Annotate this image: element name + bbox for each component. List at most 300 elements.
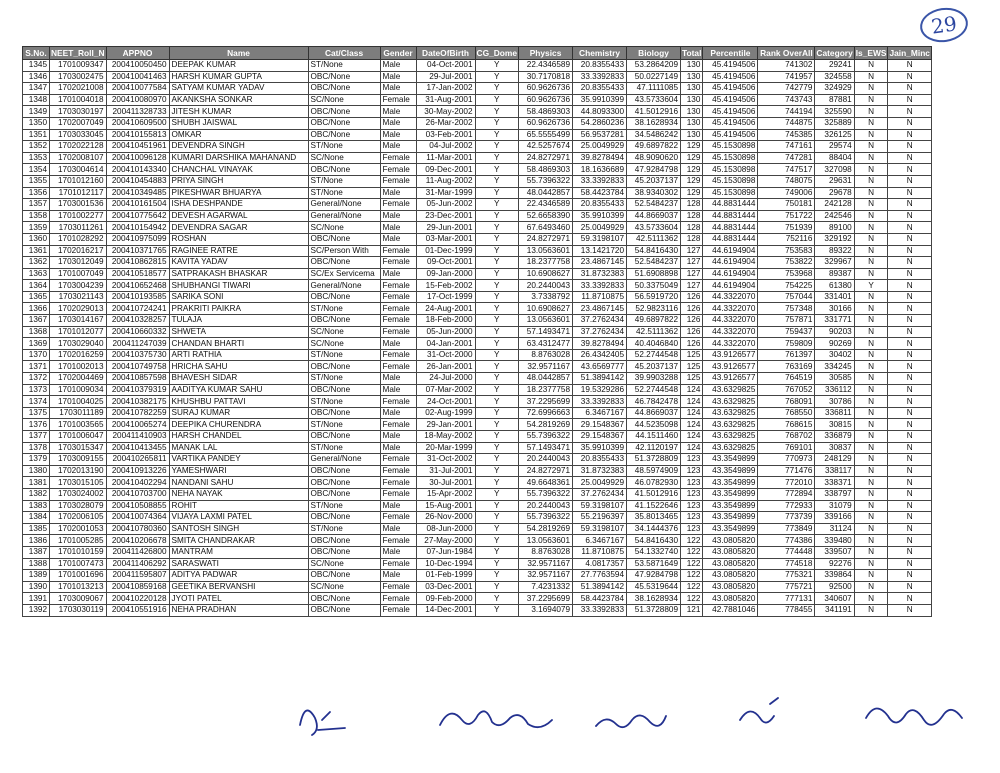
table-cell: 37.2762434 [573,488,627,500]
table-cell: N [888,233,932,245]
table-cell: 26-Jan-2001 [416,361,475,373]
table-cell: 1376 [23,419,50,431]
table-cell: N [854,419,888,431]
table-cell: 767052 [758,384,815,396]
table-cell: DEVENDRA SAGAR [169,222,308,234]
table-cell: 1703024002 [50,488,107,500]
table-cell: 03-Dec-2001 [416,581,475,593]
table-cell: 43.3549899 [703,454,758,466]
table-cell: 04-Oct-2001 [416,60,475,72]
table-cell: 58.4869303 [519,164,573,176]
table-cell: GEETIKA BERVANSHI [169,581,308,593]
table-cell: 41.5012916 [627,106,681,118]
table-cell: 42.5257674 [519,141,573,153]
table-cell: 17-Oct-1999 [416,291,475,303]
table-cell: BHAVESH SIDAR [169,373,308,385]
table-cell: 1378 [23,442,50,454]
table-cell: 338797 [815,488,854,500]
table-cell: 55.7396322 [519,431,573,443]
table-cell: 757044 [758,291,815,303]
table-cell: 11-Mar-2001 [416,152,475,164]
table-cell: 1364 [23,280,50,292]
table-cell: 1701012160 [50,175,107,187]
table-cell: N [888,117,932,129]
table-cell: 30402 [815,349,854,361]
table-cell: N [888,361,932,373]
table-cell: N [854,141,888,153]
table-cell: 1369 [23,338,50,350]
table-cell: 37.2295699 [519,396,573,408]
table-cell: N [888,280,932,292]
table-cell: 51.6908898 [627,268,681,280]
table-row [23,593,932,605]
table-cell: N [888,257,932,269]
table-cell: 72.6996663 [519,407,573,419]
table-cell: OMKAR [169,129,308,141]
table-cell: Female [380,349,416,361]
table-cell: Y [475,500,519,512]
table-cell: OBC/None [308,604,380,616]
column-header: Category [816,48,853,58]
table-cell: SARASWATI [169,558,308,570]
table-cell: 122 [681,546,703,558]
table-cell: 45.4194506 [703,60,758,72]
table-cell: 1702008107 [50,152,107,164]
table-row [23,512,932,524]
table-cell: 49.6897822 [627,141,681,153]
table-row [23,384,932,396]
table-row [23,117,932,129]
table-cell: Female [380,477,416,489]
table-cell: SATPRAKASH BHASKAR [169,268,308,280]
table-cell: General/None [308,454,380,466]
table-cell: 15-Aug-2001 [416,500,475,512]
table-cell: 1367 [23,315,50,327]
table-cell: 52.2744548 [627,384,681,396]
table-cell: 1388 [23,558,50,570]
table-cell: 08-Jun-2000 [416,523,475,535]
table-cell: 11.8710875 [573,546,627,558]
table-cell: 20.2440043 [519,280,573,292]
table-cell: Female [380,315,416,327]
table-cell: Female [380,94,416,106]
table-cell: 1702004469 [50,373,107,385]
table-cell: N [854,326,888,338]
table-cell: 45.5319644 [627,581,681,593]
table-cell: Y [475,431,519,443]
table-cell: N [854,570,888,582]
table-cell: N [888,488,932,500]
table-cell: 126 [681,291,703,303]
table-cell: N [854,604,888,616]
table-cell: 51.3728809 [627,604,681,616]
table-cell: Male [380,222,416,234]
table-cell: 44.6194904 [703,268,758,280]
table-cell: 40.4046840 [627,338,681,350]
table-cell: 43.0805820 [703,558,758,570]
table-cell: 45.4194506 [703,71,758,83]
table-cell: 1701012117 [50,187,107,199]
table-cell: DEEPIKA CHURENDRA [169,419,308,431]
table-cell: 30-May-2002 [416,106,475,118]
table-cell: 1373 [23,384,50,396]
table-cell: 55.7396322 [519,488,573,500]
table-cell: 33.3392833 [573,71,627,83]
table-cell: N [888,593,932,605]
table-cell: 52.5484237 [627,257,681,269]
table-cell: 43.0805820 [703,593,758,605]
table-cell: N [854,431,888,443]
table-cell: 43.6329825 [703,384,758,396]
table-cell: 24-Oct-2001 [416,396,475,408]
table-cell: 778455 [758,604,815,616]
table-cell: N [854,512,888,524]
table-cell: OBC/None [308,593,380,605]
table-cell: 44.8093300 [573,106,627,118]
table-cell: 45.4194506 [703,94,758,106]
table-cell: 127 [681,268,703,280]
table-cell: 200410155813 [106,129,169,141]
table-cell: 745385 [758,129,815,141]
table-cell: N [854,465,888,477]
table-cell: 1371 [23,361,50,373]
table-cell: 23.4867145 [573,257,627,269]
table-cell: 11.8710875 [573,291,627,303]
table-cell: 27.7763594 [573,570,627,582]
table-cell: 1353 [23,152,50,164]
table-cell: N [888,326,932,338]
table-cell: 29241 [815,60,854,72]
table-cell: 1387 [23,546,50,558]
table-cell: 200410096128 [106,152,169,164]
table-cell: 1703030119 [50,604,107,616]
table-cell: 45.4194506 [703,129,758,141]
table-cell: ADITYA PADWAR [169,570,308,582]
table-cell: 49.6897822 [627,315,681,327]
table-cell: 43.0805820 [703,581,758,593]
table-cell: 1701009347 [50,60,107,72]
table-cell: 122 [681,581,703,593]
table-cell: 1381 [23,477,50,489]
table-cell: Y [475,523,519,535]
table-row [23,500,932,512]
table-cell: N [854,593,888,605]
table-cell: Y [475,465,519,477]
table-cell: Male [380,384,416,396]
table-row [23,245,932,257]
table-cell: 1366 [23,303,50,315]
table-cell: 38.1628934 [627,117,681,129]
table-cell: 54.8416430 [627,535,681,547]
table-cell: Y [475,558,519,570]
table-cell: 01-Dec-1999 [416,245,475,257]
table-cell: General/None [308,280,380,292]
table-cell: ROSHAN [169,233,308,245]
table-cell: 54.1332740 [627,546,681,558]
table-cell: N [854,303,888,315]
table-cell: 773739 [758,512,815,524]
table-cell: 1701009034 [50,384,107,396]
table-cell: 124 [681,396,703,408]
table-cell: 1372 [23,373,50,385]
table-cell: 29678 [815,187,854,199]
table-cell: 200410508855 [106,500,169,512]
table-cell: SC/Ex Servicema [308,268,380,280]
table-cell: 25.0049929 [573,477,627,489]
table-cell: 126 [681,326,703,338]
table-cell: 88404 [815,152,854,164]
table-cell: ST/None [308,141,380,153]
table-cell: 89322 [815,245,854,257]
table-cell: 45.2037137 [627,175,681,187]
table-cell: 126 [681,338,703,350]
table-cell: AADITYA KUMAR SAHU [169,384,308,396]
table-cell: 124 [681,442,703,454]
table-cell: 747281 [758,152,815,164]
table-cell: 1391 [23,593,50,605]
table-cell: ISHA DESHPANDE [169,199,308,211]
table-cell: SC/None [308,94,380,106]
table-cell: 24.8272971 [519,233,573,245]
table-cell: Y [475,512,519,524]
table-cell: N [854,338,888,350]
table-cell: 774518 [758,558,815,570]
merit-list-table [22,46,932,617]
table-cell: N [854,164,888,176]
table-cell: OBC/None [308,546,380,558]
table-cell: OBC/None [308,570,380,582]
table-cell: 1359 [23,222,50,234]
table-cell: 20.8355433 [573,60,627,72]
signature-5 [866,708,962,724]
table-cell: Y [475,222,519,234]
table-cell: 123 [681,465,703,477]
table-cell: 334245 [815,361,854,373]
table-cell: 20.2440043 [519,454,573,466]
table-cell: 123 [681,500,703,512]
table-cell: 744875 [758,117,815,129]
table-cell: 18-Feb-2000 [416,315,475,327]
table-cell: 30815 [815,419,854,431]
table-cell: 1382 [23,488,50,500]
table-cell: Y [475,419,519,431]
table-cell: OBC/None [308,384,380,396]
table-cell: N [888,477,932,489]
table-row [23,361,932,373]
table-cell: 92276 [815,558,854,570]
table-cell: 338371 [815,477,854,489]
table-cell: 768702 [758,431,815,443]
table-cell: N [854,83,888,95]
table-cell: N [888,546,932,558]
table-cell: N [854,175,888,187]
table-cell: 200410703700 [106,488,169,500]
table-cell: Female [380,488,416,500]
table-cell: Y [475,164,519,176]
table-cell: KAVITA YADAV [169,257,308,269]
table-cell: 09-Dec-2001 [416,164,475,176]
column-header: DateOfBirth [416,47,475,60]
table-cell: 200410413455 [106,442,169,454]
table-cell: 33.3392833 [573,175,627,187]
table-cell: N [888,268,932,280]
table-cell: 3.1694079 [519,604,573,616]
table-cell: 31-Mar-1999 [416,187,475,199]
table-cell: N [854,558,888,570]
table-cell: 18.1636689 [573,164,627,176]
table-cell: 09-Feb-2000 [416,593,475,605]
column-header: Total [682,48,702,58]
table-row [23,257,932,269]
table-cell: 42.1120197 [627,442,681,454]
table-cell: 07-Mar-2002 [416,384,475,396]
table-cell: 248129 [815,454,854,466]
table-cell: 1346 [23,71,50,83]
table-cell: TULAJA [169,315,308,327]
table-cell: 6.3467167 [573,407,627,419]
table-cell: 15-Feb-2002 [416,280,475,292]
table-cell: VARTIKA PANDEY [169,454,308,466]
table-cell: 1702016217 [50,245,107,257]
table-cell: Y [475,210,519,222]
table-cell: 13.0563601 [519,535,573,547]
table-cell: N [888,604,932,616]
table-cell: 33.3392833 [573,396,627,408]
table-row [23,338,932,350]
table-cell: 51.3728809 [627,454,681,466]
table-cell: 38.1628934 [627,593,681,605]
table-row [23,164,932,176]
table-cell: 32.9571167 [519,570,573,582]
table-cell: 200410328257 [106,315,169,327]
table-row [23,129,932,141]
table-cell: SC/None [308,222,380,234]
table-cell: Female [380,396,416,408]
table-cell: 55.2196397 [573,512,627,524]
table-cell: 8.8763028 [519,546,573,558]
table-row [23,535,932,547]
table-cell: N [854,546,888,558]
table-cell: N [888,338,932,350]
table-cell: Male [380,570,416,582]
table-cell: 200410609500 [106,117,169,129]
table-cell: 1702029013 [50,303,107,315]
table-cell: 200410975099 [106,233,169,245]
table-cell: 1703004614 [50,164,107,176]
table-cell: Female [380,245,416,257]
table-cell: 1701013213 [50,581,107,593]
table-cell: VIJAYA LAXMI PATEL [169,512,308,524]
table-cell: 3.7338792 [519,291,573,303]
table-row [23,175,932,187]
table-cell: Y [475,60,519,72]
table-cell: 42.5111362 [627,326,681,338]
table-cell: RAGINEE RATRE [169,245,308,257]
table-cell: 39.9903288 [627,373,681,385]
table-cell: DEEPAK KUMAR [169,60,308,72]
table-cell: SHUBH JAISWAL [169,117,308,129]
table-cell: 1701010159 [50,546,107,558]
table-cell: 1348 [23,94,50,106]
column-header: Chemistry [573,47,627,60]
table-row [23,454,932,466]
table-cell: 339166 [815,512,854,524]
table-cell: 1701028292 [50,233,107,245]
table-cell: 200411595807 [106,570,169,582]
table-cell: Female [380,280,416,292]
table-cell: 03-Feb-2001 [416,129,475,141]
table-cell: 1702016259 [50,349,107,361]
table-cell: 45.1530898 [703,187,758,199]
table-cell: 750181 [758,199,815,211]
table-cell: Y [475,94,519,106]
table-cell: 200410782259 [106,407,169,419]
table-cell: Male [380,117,416,129]
table-cell: 200411426800 [106,546,169,558]
table-cell: 129 [681,141,703,153]
table-cell: SC/None [308,558,380,570]
table-cell: Y [854,280,888,292]
table-cell: OBC/None [308,465,380,477]
signatures [0,690,1000,770]
table-cell: 130 [681,106,703,118]
table-cell: 130 [681,83,703,95]
table-cell: OBC/None [308,257,380,269]
table-cell: N [854,488,888,500]
table-cell: N [888,71,932,83]
table-cell: 54.2819269 [519,523,573,535]
table-cell: 20.8355433 [573,83,627,95]
table-cell: N [854,199,888,211]
table-cell: Male [380,187,416,199]
table-cell: 22.4346589 [519,199,573,211]
table-row [23,407,932,419]
table-cell: 336112 [815,384,854,396]
table-cell: 29-Jun-2001 [416,222,475,234]
table-cell: 757871 [758,315,815,327]
table-cell: Y [475,257,519,269]
table-cell: Y [475,291,519,303]
table-cell: 128 [681,233,703,245]
table-cell: 200410077584 [106,83,169,95]
table-cell: 05-Jun-2000 [416,326,475,338]
table-cell: 1701004018 [50,94,107,106]
table-cell: 751722 [758,210,815,222]
table-cell: Female [380,199,416,211]
table-cell: JYOTI PATEL [169,593,308,605]
table-cell: Female [380,454,416,466]
table-cell: 43.6329825 [703,442,758,454]
table-cell: General/None [308,199,380,211]
table-cell: N [888,454,932,466]
table-cell: 1701004025 [50,396,107,408]
table-cell: 747161 [758,141,815,153]
table-cell: OBC/None [308,233,380,245]
table-cell: 125 [681,349,703,361]
table-cell: 1703030197 [50,106,107,118]
table-cell: 57.1493471 [519,326,573,338]
table-cell: 24.8272971 [519,465,573,477]
table-body [23,60,932,617]
table-cell: 1350 [23,117,50,129]
table-cell: 48.9090620 [627,152,681,164]
table-cell: 1703029040 [50,338,107,350]
table-cell: SURAJ KUMAR [169,407,308,419]
table-cell: Y [475,315,519,327]
signature-2 [440,711,552,727]
table-row [23,326,932,338]
table-cell: N [854,315,888,327]
